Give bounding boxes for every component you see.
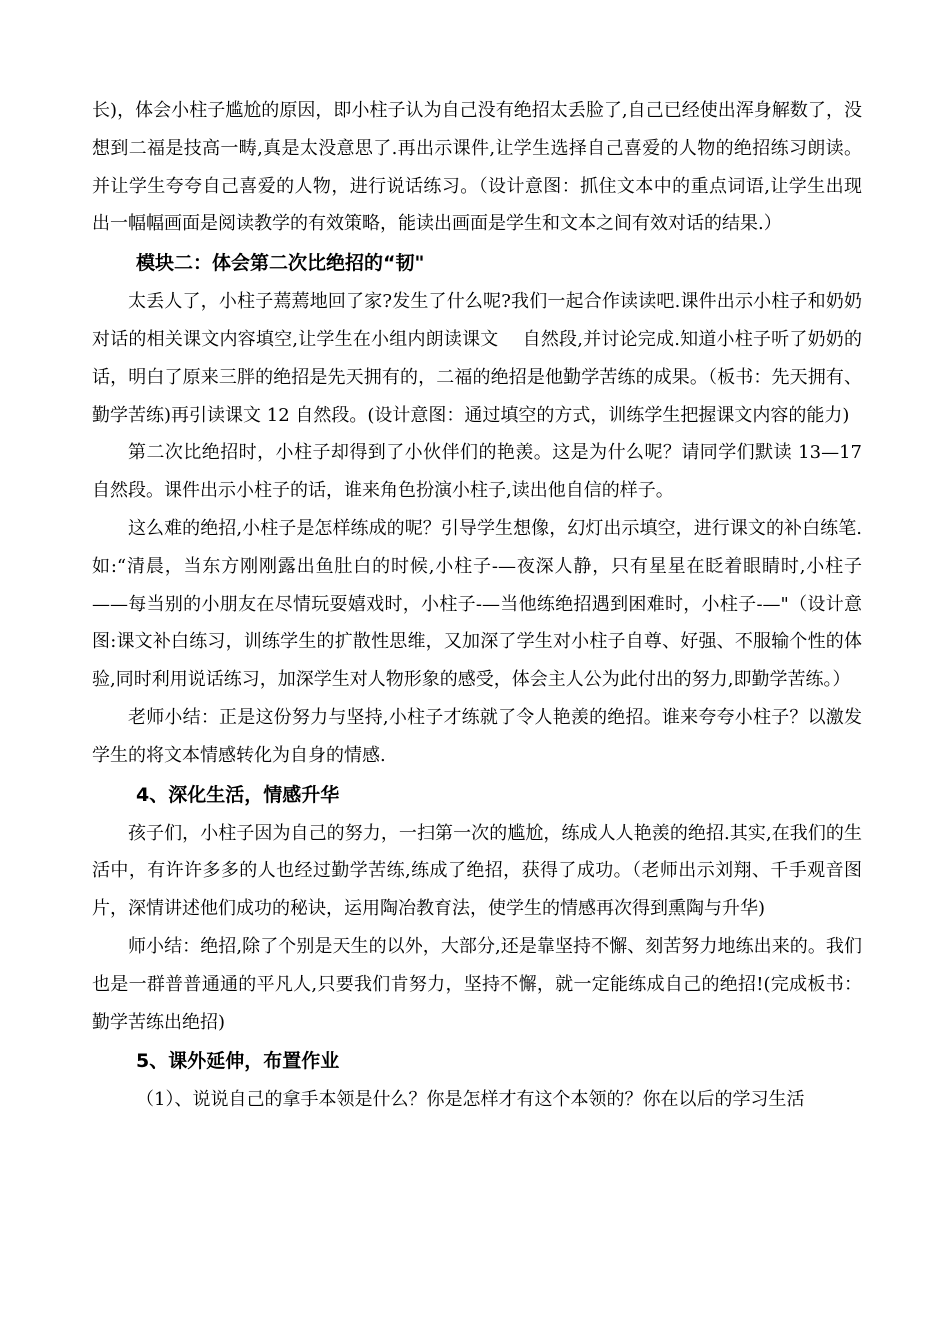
paragraph-second-contest: 第二次比绝招时，小柱子却得到了小伙伴们的艳羡。这是为什么呢？请同学们默读 13—17 自然段。课件出示小柱子的话，谁来角色扮演小柱子,读出他自信的样子。 — [92, 442, 862, 502]
paragraph-continuation: 长)，体会小柱子尴尬的原因，即小柱子认为自己没有绝招太丢脸了,自己已经使出浑身解数了，没想到二福是技高一畴,真是太没意思了.再出示课件,让学生选择自己喜爱的人物的绝招练习朗读。并让学生夸夸自己喜爱的人物，进行说话练习。（设计意图：抓住文本中的重点词语,让学生出现出一幅幅画面是阅读教学的有效策略，能读出画面是学生和文本之间有效对话的结果.） — [92, 100, 862, 235]
paragraph-fill-in-practice: 这么难的绝招,小柱子是怎样练成的呢？引导学生想像，幻灯出示填空，进行课文的补白练笔.如:“清晨，当东方刚刚露出鱼肚白的时候,小柱子-—夜深人静，只有星星在眨着眼睛时,小柱子——每当别的小朋友在尽情玩耍嬉戏时，小柱子-—当他练绝招遇到困难时，小柱子-—"（设计意图:课文补白练习，训练学生的扩散性思维，又加深了学生对小柱子自尊、好强、不服输个性的体验,同时利用说话练习，加深学生对人物形象的感受，体会主人公为此付出的努力,即勤学苦练。） — [92, 517, 862, 691]
paragraph-module-two-intro: 太丢人了，小柱子蔫蔫地回了家?发生了什么呢?我们一起合作读读吧.课件出示小柱子和奶奶对话的相关课文内容填空,让学生在小组内朗读课文 自然段,并讨论完成.知道小柱子听了奶奶的话，明白了原来三胖的绝招是先天拥有的，二福的绝招是他勤学苦练的成果。（板书：先天拥有、勤学苦练)再引读课文 12 自然段。(设计意图：通过填空的方式，训练学生把握课文内容的能力) — [92, 291, 862, 426]
paragraph-teacher-summary: 老师小结：正是这份努力与坚持,小柱子才练就了令人艳羡的绝招。谁来夸夸小柱子？以激发学生的将文本情感转化为自身的情感. — [92, 706, 862, 766]
paragraph-life-examples: 孩子们，小柱子因为自己的努力，一扫第一次的尴尬，练成人人艳羡的绝招.其实,在我们的生活中，有许许多多的人也经过勤学苦练,练成了绝招，获得了成功。（老师出示刘翔、千手观音图片，深情讲述他们成功的秘诀，运用陶冶教育法，使学生的情感再次得到熏陶与升华) — [92, 822, 862, 920]
section-heading-module-two: 模块二：体会第二次比绝招的“韧" — [136, 252, 425, 275]
section-heading-life: 4、深化生活，情感升华 — [136, 783, 340, 806]
paragraph-life-summary: 师小结：绝招,除了个别是天生的以外，大部分,还是靠坚持不懈、刻苦努力地练出来的。我们也是一群普普通通的平凡人,只要我们肯努力，坚持不懈，就一定能练成自己的绝招!(完成板书：勤学苦练出绝招) — [92, 935, 862, 1033]
document-page — [92, 92, 862, 1119]
section-heading-homework: 5、课外延伸，布置作业 — [136, 1050, 340, 1073]
paragraph-homework-item-1: （1）、说说自己的拿手本领是什么？你是怎样才有这个本领的？你在以后的学习生活 — [136, 1089, 805, 1111]
